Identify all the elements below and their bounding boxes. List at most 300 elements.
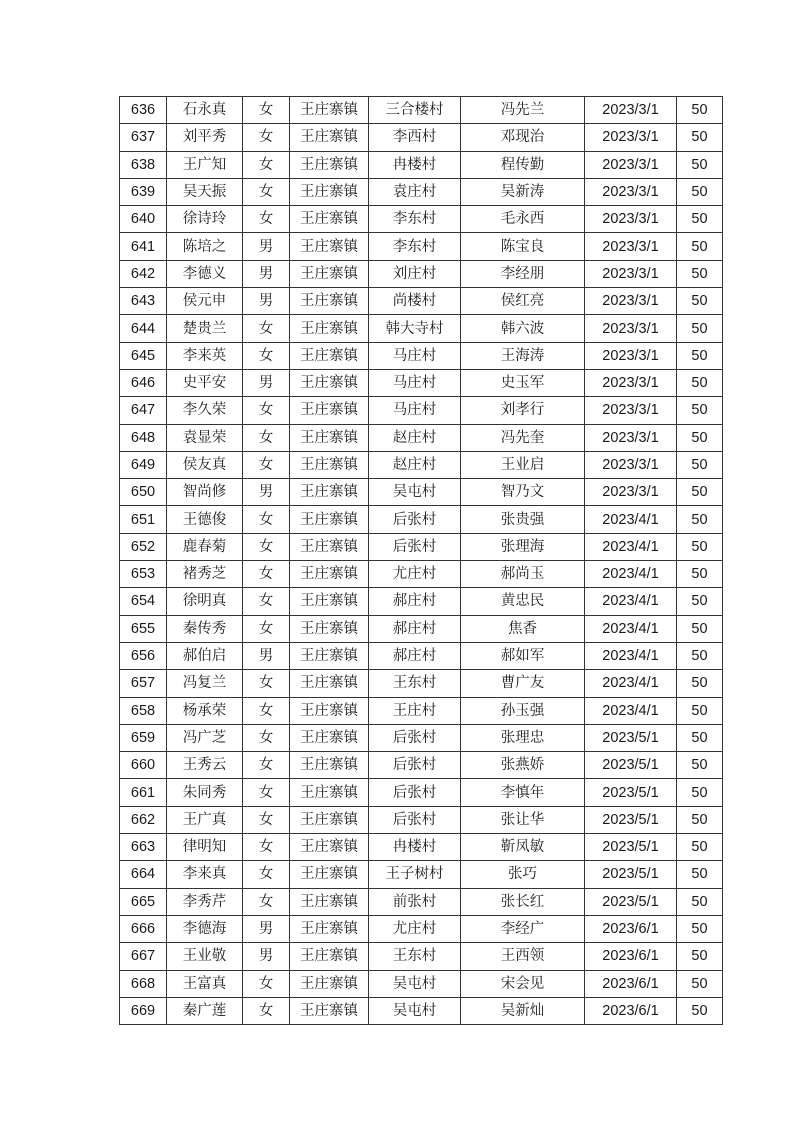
cell-date: 2023/4/1: [585, 533, 677, 560]
cell-name: 郝伯启: [167, 642, 243, 669]
cell-payee: 郝尚玉: [461, 561, 585, 588]
cell-town: 王庄寨镇: [290, 342, 369, 369]
table-row: [120, 124, 723, 151]
cell-payee: 吴新涛: [461, 178, 585, 205]
cell-payee: 王海涛: [461, 342, 585, 369]
cell-town: 王庄寨镇: [290, 561, 369, 588]
cell-number: 654: [120, 588, 167, 615]
table-row: [120, 288, 723, 315]
cell-number: 642: [120, 260, 167, 287]
table-row: [120, 424, 723, 451]
table-row: [120, 888, 723, 915]
cell-gender: 男: [243, 233, 290, 260]
cell-gender: 女: [243, 151, 290, 178]
cell-payee: 毛永西: [461, 206, 585, 233]
cell-village: 冉楼村: [369, 834, 461, 861]
cell-town: 王庄寨镇: [290, 397, 369, 424]
cell-date: 2023/5/1: [585, 724, 677, 751]
cell-name: 李来英: [167, 342, 243, 369]
cell-amount: 50: [677, 342, 723, 369]
cell-town: 王庄寨镇: [290, 178, 369, 205]
cell-name: 李久荣: [167, 397, 243, 424]
cell-amount: 50: [677, 424, 723, 451]
cell-gender: 女: [243, 506, 290, 533]
cell-town: 王庄寨镇: [290, 451, 369, 478]
cell-date: 2023/3/1: [585, 424, 677, 451]
cell-date: 2023/4/1: [585, 506, 677, 533]
cell-village: 马庄村: [369, 369, 461, 396]
cell-number: 649: [120, 451, 167, 478]
cell-date: 2023/3/1: [585, 151, 677, 178]
cell-number: 651: [120, 506, 167, 533]
cell-gender: 女: [243, 888, 290, 915]
cell-payee: 张贵强: [461, 506, 585, 533]
cell-payee: 张巧: [461, 861, 585, 888]
table-row: [120, 779, 723, 806]
table-row: [120, 260, 723, 287]
cell-gender: 男: [243, 260, 290, 287]
cell-gender: 男: [243, 915, 290, 942]
cell-gender: 男: [243, 369, 290, 396]
roster-table: [119, 96, 723, 1025]
cell-payee: 靳凤敏: [461, 834, 585, 861]
cell-village: 吴屯村: [369, 479, 461, 506]
table-row: [120, 178, 723, 205]
cell-date: 2023/6/1: [585, 997, 677, 1024]
cell-name: 王业敬: [167, 943, 243, 970]
cell-gender: 女: [243, 97, 290, 124]
cell-payee: 王业启: [461, 451, 585, 478]
cell-gender: 女: [243, 615, 290, 642]
cell-name: 王德俊: [167, 506, 243, 533]
cell-gender: 女: [243, 834, 290, 861]
cell-date: 2023/6/1: [585, 915, 677, 942]
cell-date: 2023/5/1: [585, 752, 677, 779]
cell-name: 秦广莲: [167, 997, 243, 1024]
cell-amount: 50: [677, 997, 723, 1024]
cell-village: 尚楼村: [369, 288, 461, 315]
cell-village: 王庄村: [369, 697, 461, 724]
table-row: [120, 806, 723, 833]
cell-gender: 女: [243, 397, 290, 424]
cell-village: 王子树村: [369, 861, 461, 888]
cell-gender: 女: [243, 206, 290, 233]
table-row: [120, 506, 723, 533]
cell-date: 2023/4/1: [585, 615, 677, 642]
cell-name: 律明知: [167, 834, 243, 861]
cell-date: 2023/3/1: [585, 233, 677, 260]
cell-amount: 50: [677, 861, 723, 888]
cell-amount: 50: [677, 260, 723, 287]
cell-village: 后张村: [369, 806, 461, 833]
cell-town: 王庄寨镇: [290, 724, 369, 751]
cell-town: 王庄寨镇: [290, 779, 369, 806]
cell-payee: 陈宝良: [461, 233, 585, 260]
cell-town: 王庄寨镇: [290, 124, 369, 151]
cell-amount: 50: [677, 642, 723, 669]
cell-village: 郝庄村: [369, 642, 461, 669]
cell-payee: 吴新灿: [461, 997, 585, 1024]
cell-town: 王庄寨镇: [290, 288, 369, 315]
cell-town: 王庄寨镇: [290, 479, 369, 506]
cell-village: 韩大寺村: [369, 315, 461, 342]
cell-gender: 女: [243, 533, 290, 560]
cell-village: 尤庄村: [369, 561, 461, 588]
cell-town: 王庄寨镇: [290, 888, 369, 915]
cell-town: 王庄寨镇: [290, 997, 369, 1024]
cell-date: 2023/3/1: [585, 206, 677, 233]
table-row: [120, 752, 723, 779]
cell-gender: 女: [243, 124, 290, 151]
table-row: [120, 533, 723, 560]
cell-number: 641: [120, 233, 167, 260]
cell-payee: 李经广: [461, 915, 585, 942]
cell-number: 648: [120, 424, 167, 451]
cell-date: 2023/6/1: [585, 943, 677, 970]
cell-town: 王庄寨镇: [290, 970, 369, 997]
cell-gender: 女: [243, 315, 290, 342]
cell-date: 2023/3/1: [585, 479, 677, 506]
cell-town: 王庄寨镇: [290, 834, 369, 861]
cell-payee: 张燕娇: [461, 752, 585, 779]
table-row: [120, 206, 723, 233]
cell-name: 李秀芹: [167, 888, 243, 915]
cell-name: 杨承荣: [167, 697, 243, 724]
cell-amount: 50: [677, 288, 723, 315]
cell-amount: 50: [677, 588, 723, 615]
cell-name: 楚贵兰: [167, 315, 243, 342]
cell-number: 639: [120, 178, 167, 205]
cell-gender: 女: [243, 342, 290, 369]
cell-village: 后张村: [369, 506, 461, 533]
cell-amount: 50: [677, 724, 723, 751]
cell-payee: 邓现治: [461, 124, 585, 151]
cell-number: 661: [120, 779, 167, 806]
cell-number: 668: [120, 970, 167, 997]
cell-number: 667: [120, 943, 167, 970]
cell-town: 王庄寨镇: [290, 506, 369, 533]
cell-date: 2023/3/1: [585, 369, 677, 396]
cell-village: 前张村: [369, 888, 461, 915]
cell-town: 王庄寨镇: [290, 533, 369, 560]
cell-amount: 50: [677, 561, 723, 588]
cell-village: 后张村: [369, 724, 461, 751]
cell-payee: 刘孝行: [461, 397, 585, 424]
cell-name: 王秀云: [167, 752, 243, 779]
cell-name: 陈培之: [167, 233, 243, 260]
cell-town: 王庄寨镇: [290, 752, 369, 779]
cell-name: 徐诗玲: [167, 206, 243, 233]
cell-payee: 智乃文: [461, 479, 585, 506]
cell-date: 2023/3/1: [585, 315, 677, 342]
cell-amount: 50: [677, 151, 723, 178]
cell-village: 袁庄村: [369, 178, 461, 205]
cell-number: 636: [120, 97, 167, 124]
cell-payee: 郝如军: [461, 642, 585, 669]
cell-name: 李来真: [167, 861, 243, 888]
cell-amount: 50: [677, 451, 723, 478]
cell-number: 653: [120, 561, 167, 588]
cell-village: 后张村: [369, 533, 461, 560]
cell-gender: 女: [243, 178, 290, 205]
cell-payee: 王西领: [461, 943, 585, 970]
cell-village: 王东村: [369, 670, 461, 697]
cell-number: 645: [120, 342, 167, 369]
cell-amount: 50: [677, 970, 723, 997]
cell-number: 644: [120, 315, 167, 342]
cell-number: 638: [120, 151, 167, 178]
cell-number: 643: [120, 288, 167, 315]
cell-payee: 韩六波: [461, 315, 585, 342]
cell-amount: 50: [677, 752, 723, 779]
cell-name: 冯广芝: [167, 724, 243, 751]
cell-payee: 程传勤: [461, 151, 585, 178]
cell-name: 智尚修: [167, 479, 243, 506]
cell-town: 王庄寨镇: [290, 233, 369, 260]
cell-village: 冉楼村: [369, 151, 461, 178]
cell-gender: 女: [243, 997, 290, 1024]
cell-gender: 男: [243, 943, 290, 970]
cell-amount: 50: [677, 233, 723, 260]
cell-village: 吴屯村: [369, 997, 461, 1024]
cell-amount: 50: [677, 397, 723, 424]
cell-amount: 50: [677, 97, 723, 124]
cell-payee: 焦香: [461, 615, 585, 642]
cell-date: 2023/5/1: [585, 834, 677, 861]
cell-date: 2023/5/1: [585, 861, 677, 888]
cell-number: 665: [120, 888, 167, 915]
cell-number: 663: [120, 834, 167, 861]
cell-date: 2023/3/1: [585, 97, 677, 124]
cell-gender: 男: [243, 642, 290, 669]
table-row: [120, 943, 723, 970]
cell-date: 2023/4/1: [585, 670, 677, 697]
cell-date: 2023/5/1: [585, 779, 677, 806]
cell-gender: 女: [243, 970, 290, 997]
cell-number: 662: [120, 806, 167, 833]
cell-name: 朱同秀: [167, 779, 243, 806]
cell-town: 王庄寨镇: [290, 424, 369, 451]
cell-name: 鹿春菊: [167, 533, 243, 560]
cell-name: 秦传秀: [167, 615, 243, 642]
cell-amount: 50: [677, 670, 723, 697]
table-row: [120, 479, 723, 506]
cell-name: 史平安: [167, 369, 243, 396]
table-row: [120, 451, 723, 478]
cell-town: 王庄寨镇: [290, 588, 369, 615]
cell-village: 李东村: [369, 206, 461, 233]
cell-date: 2023/3/1: [585, 451, 677, 478]
cell-number: 659: [120, 724, 167, 751]
cell-village: 赵庄村: [369, 424, 461, 451]
cell-date: 2023/5/1: [585, 806, 677, 833]
cell-payee: 李慎年: [461, 779, 585, 806]
cell-number: 652: [120, 533, 167, 560]
cell-amount: 50: [677, 506, 723, 533]
cell-payee: 张让华: [461, 806, 585, 833]
cell-town: 王庄寨镇: [290, 697, 369, 724]
cell-number: 658: [120, 697, 167, 724]
cell-date: 2023/3/1: [585, 397, 677, 424]
table-row: [120, 724, 723, 751]
cell-gender: 女: [243, 806, 290, 833]
table-row: [120, 561, 723, 588]
cell-number: 650: [120, 479, 167, 506]
cell-village: 尤庄村: [369, 915, 461, 942]
cell-number: 655: [120, 615, 167, 642]
cell-number: 669: [120, 997, 167, 1024]
cell-payee: 黄忠民: [461, 588, 585, 615]
table-row: [120, 861, 723, 888]
cell-name: 褚秀芝: [167, 561, 243, 588]
cell-amount: 50: [677, 806, 723, 833]
cell-payee: 李经朋: [461, 260, 585, 287]
table-row: [120, 342, 723, 369]
table-row: [120, 315, 723, 342]
cell-village: 李东村: [369, 233, 461, 260]
table-row: [120, 970, 723, 997]
table-row: [120, 233, 723, 260]
cell-gender: 女: [243, 588, 290, 615]
cell-name: 李德海: [167, 915, 243, 942]
cell-payee: 冯先兰: [461, 97, 585, 124]
cell-name: 侯友真: [167, 451, 243, 478]
cell-payee: 侯红亮: [461, 288, 585, 315]
cell-gender: 女: [243, 424, 290, 451]
cell-village: 吴屯村: [369, 970, 461, 997]
cell-town: 王庄寨镇: [290, 915, 369, 942]
cell-gender: 女: [243, 779, 290, 806]
cell-amount: 50: [677, 615, 723, 642]
cell-date: 2023/3/1: [585, 124, 677, 151]
table-row: [120, 670, 723, 697]
cell-amount: 50: [677, 533, 723, 560]
cell-name: 徐明真: [167, 588, 243, 615]
cell-town: 王庄寨镇: [290, 615, 369, 642]
cell-village: 赵庄村: [369, 451, 461, 478]
cell-name: 刘平秀: [167, 124, 243, 151]
cell-gender: 女: [243, 670, 290, 697]
cell-date: 2023/4/1: [585, 642, 677, 669]
cell-name: 侯元申: [167, 288, 243, 315]
table-row: [120, 615, 723, 642]
cell-number: 647: [120, 397, 167, 424]
cell-number: 660: [120, 752, 167, 779]
cell-gender: 女: [243, 451, 290, 478]
cell-village: 郝庄村: [369, 588, 461, 615]
roster-body: [120, 97, 723, 1025]
cell-payee: 曹广友: [461, 670, 585, 697]
cell-town: 王庄寨镇: [290, 943, 369, 970]
cell-amount: 50: [677, 479, 723, 506]
cell-amount: 50: [677, 915, 723, 942]
table-row: [120, 915, 723, 942]
cell-gender: 女: [243, 561, 290, 588]
cell-number: 640: [120, 206, 167, 233]
cell-amount: 50: [677, 834, 723, 861]
cell-amount: 50: [677, 369, 723, 396]
cell-name: 吴天振: [167, 178, 243, 205]
cell-payee: 孙玉强: [461, 697, 585, 724]
cell-village: 王东村: [369, 943, 461, 970]
cell-payee: 张理忠: [461, 724, 585, 751]
cell-name: 李德义: [167, 260, 243, 287]
cell-name: 王广真: [167, 806, 243, 833]
cell-amount: 50: [677, 315, 723, 342]
cell-amount: 50: [677, 124, 723, 151]
cell-amount: 50: [677, 779, 723, 806]
cell-town: 王庄寨镇: [290, 97, 369, 124]
cell-name: 王广知: [167, 151, 243, 178]
table-row: [120, 697, 723, 724]
cell-gender: 女: [243, 752, 290, 779]
table-row: [120, 588, 723, 615]
table-row: [120, 642, 723, 669]
cell-town: 王庄寨镇: [290, 315, 369, 342]
cell-town: 王庄寨镇: [290, 806, 369, 833]
cell-town: 王庄寨镇: [290, 369, 369, 396]
table-row: [120, 997, 723, 1024]
cell-date: 2023/3/1: [585, 260, 677, 287]
cell-payee: 宋会见: [461, 970, 585, 997]
cell-town: 王庄寨镇: [290, 206, 369, 233]
cell-gender: 女: [243, 861, 290, 888]
cell-payee: 冯先奎: [461, 424, 585, 451]
table-row: [120, 397, 723, 424]
cell-village: 刘庄村: [369, 260, 461, 287]
cell-number: 637: [120, 124, 167, 151]
cell-town: 王庄寨镇: [290, 151, 369, 178]
cell-town: 王庄寨镇: [290, 670, 369, 697]
cell-village: 马庄村: [369, 342, 461, 369]
cell-amount: 50: [677, 943, 723, 970]
cell-gender: 女: [243, 724, 290, 751]
cell-town: 王庄寨镇: [290, 260, 369, 287]
cell-payee: 张长红: [461, 888, 585, 915]
cell-village: 后张村: [369, 779, 461, 806]
cell-number: 656: [120, 642, 167, 669]
cell-gender: 女: [243, 697, 290, 724]
cell-village: 郝庄村: [369, 615, 461, 642]
cell-village: 李西村: [369, 124, 461, 151]
cell-name: 袁显荣: [167, 424, 243, 451]
cell-date: 2023/6/1: [585, 970, 677, 997]
cell-number: 657: [120, 670, 167, 697]
cell-number: 646: [120, 369, 167, 396]
cell-date: 2023/3/1: [585, 288, 677, 315]
table-row: [120, 834, 723, 861]
cell-village: 三合楼村: [369, 97, 461, 124]
cell-date: 2023/5/1: [585, 888, 677, 915]
cell-village: 马庄村: [369, 397, 461, 424]
cell-date: 2023/4/1: [585, 588, 677, 615]
cell-amount: 50: [677, 206, 723, 233]
cell-number: 664: [120, 861, 167, 888]
cell-town: 王庄寨镇: [290, 642, 369, 669]
table-row: [120, 97, 723, 124]
cell-gender: 男: [243, 479, 290, 506]
cell-amount: 50: [677, 697, 723, 724]
table-row: [120, 151, 723, 178]
cell-payee: 史玉军: [461, 369, 585, 396]
cell-number: 666: [120, 915, 167, 942]
table-row: [120, 369, 723, 396]
cell-name: 石永真: [167, 97, 243, 124]
cell-date: 2023/3/1: [585, 178, 677, 205]
cell-village: 后张村: [369, 752, 461, 779]
cell-name: 冯复兰: [167, 670, 243, 697]
cell-date: 2023/4/1: [585, 697, 677, 724]
